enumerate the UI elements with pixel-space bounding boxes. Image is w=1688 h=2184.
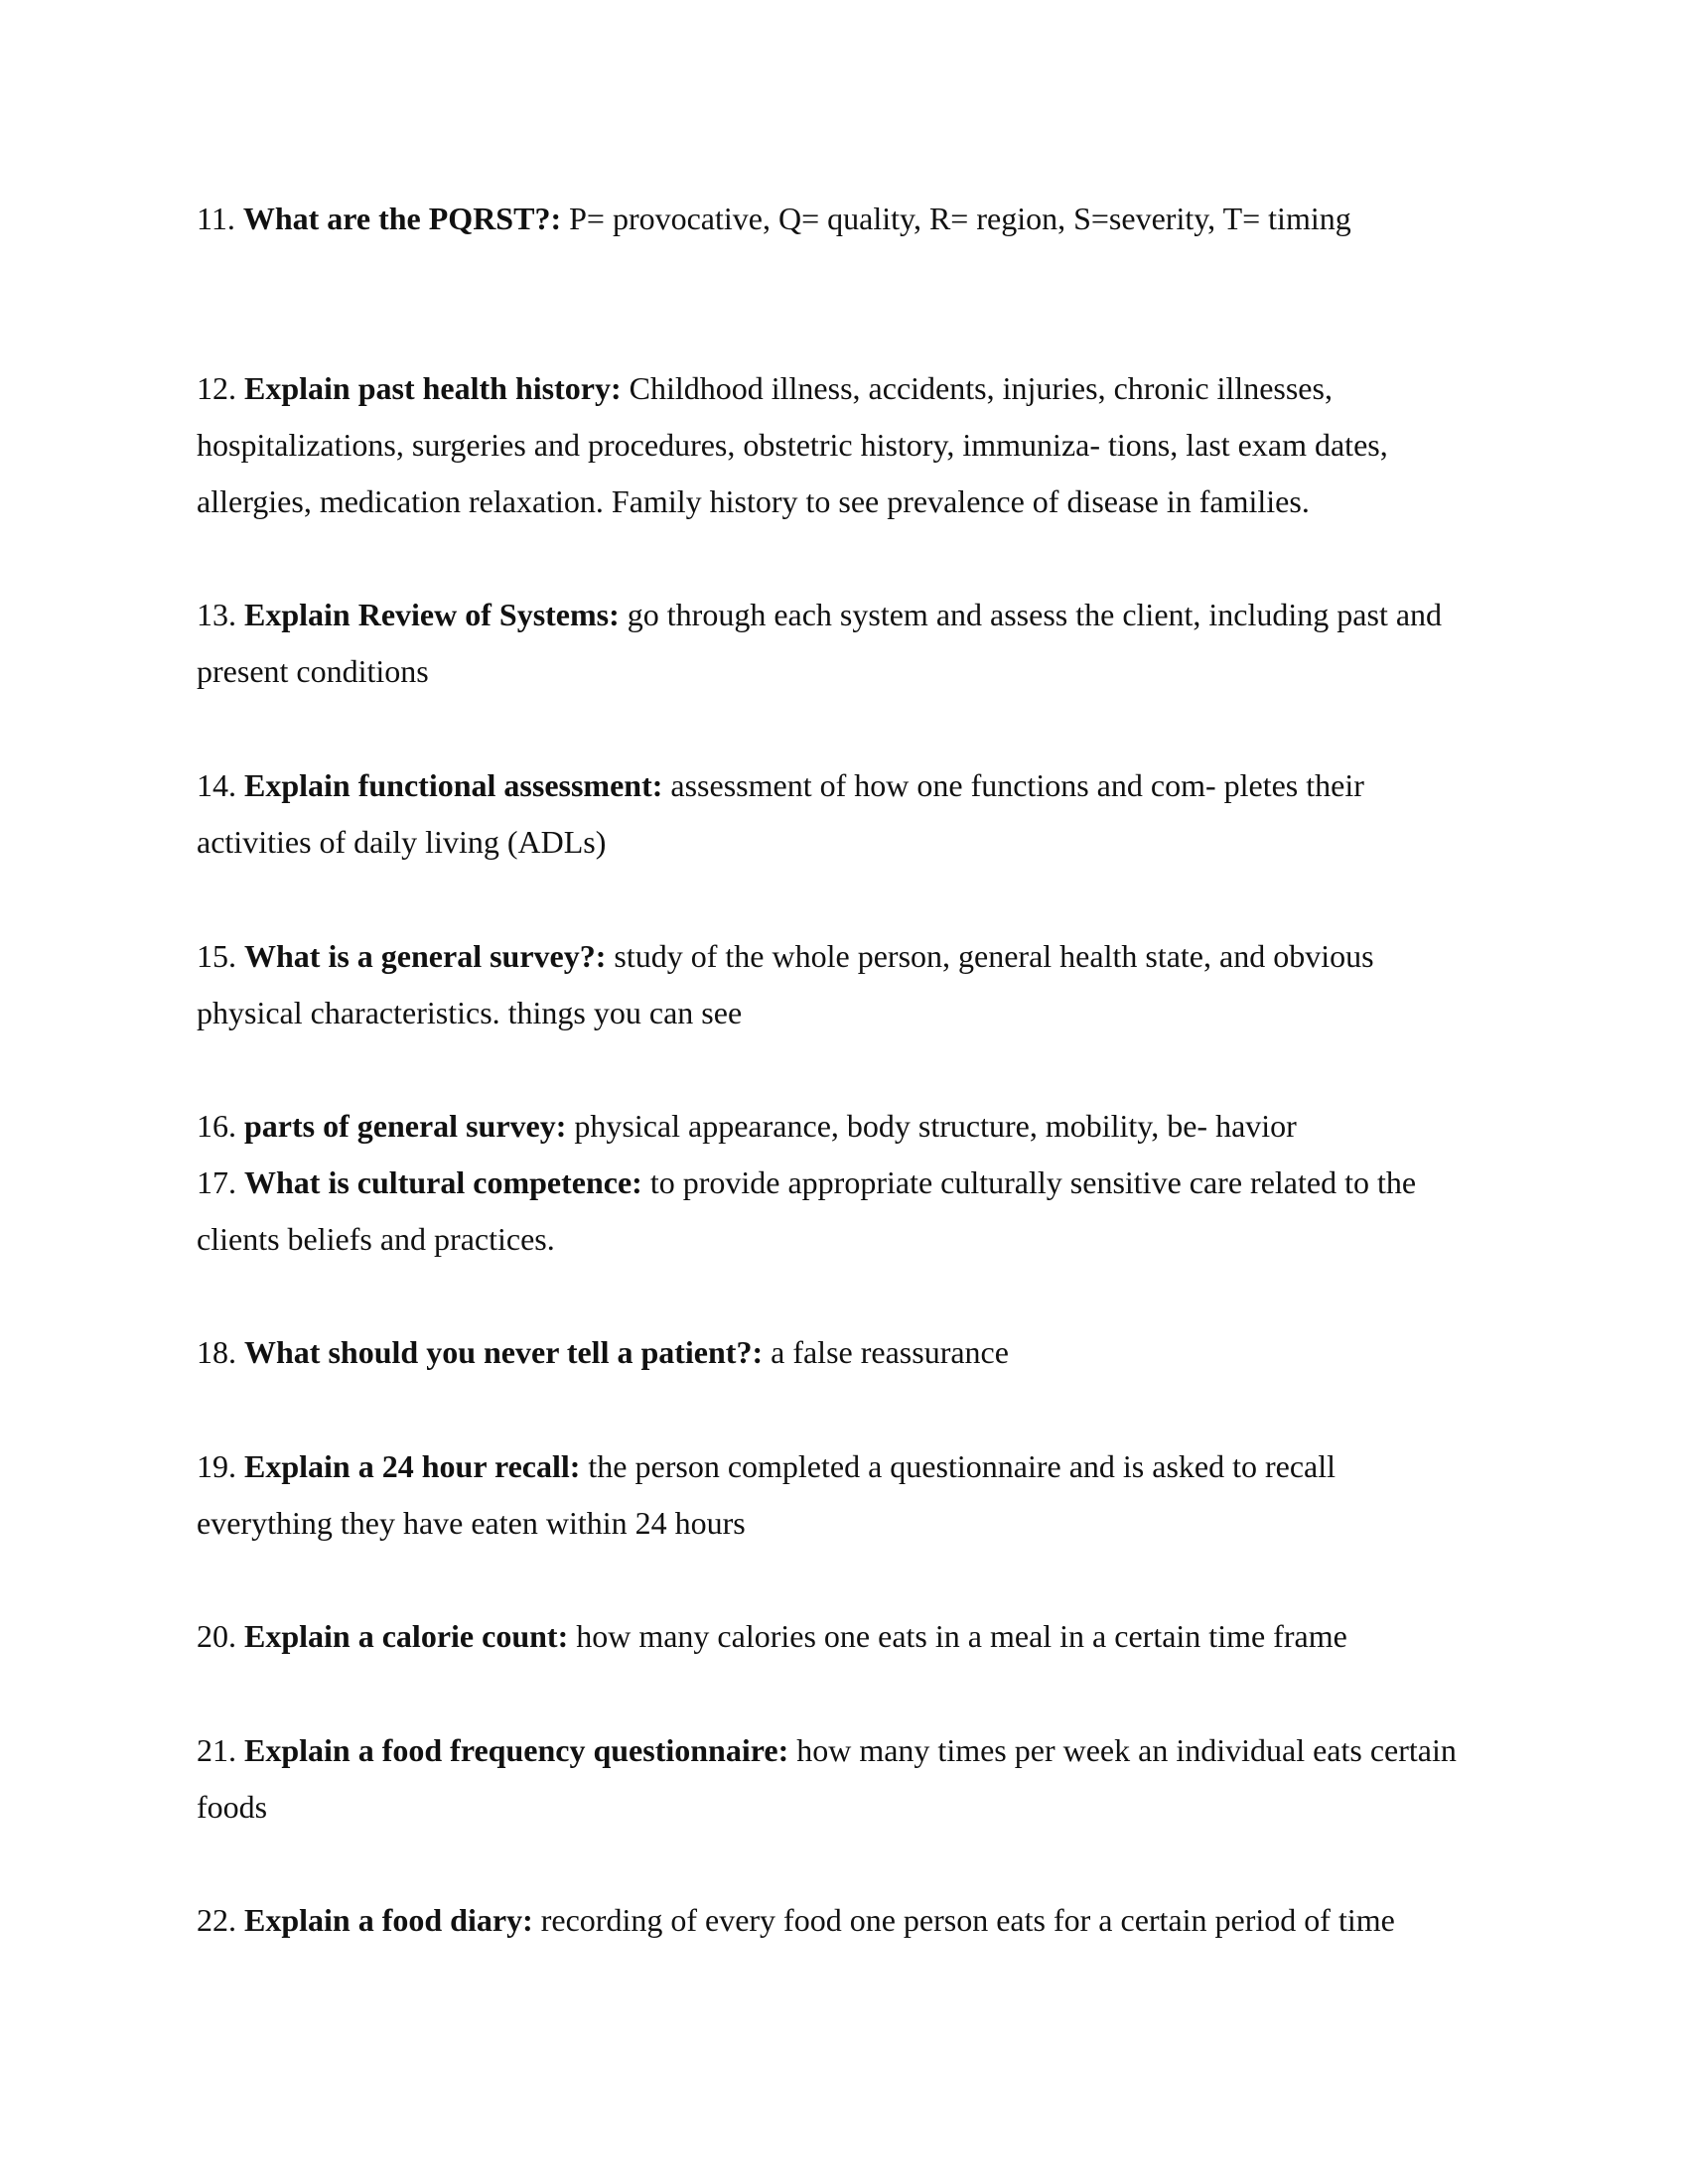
item-answer: recording of every food one person eats for a certain period of time: [540, 1902, 1395, 1938]
item-number: 17.: [197, 1164, 236, 1200]
item-answer: a false reassurance: [771, 1334, 1009, 1370]
qa-item-14: [197, 757, 1468, 871]
item-number: 12.: [197, 370, 236, 406]
item-question: Explain a food frequency questionnaire:: [244, 1732, 789, 1768]
item-question: What is a general survey?:: [244, 938, 607, 974]
item-number: 20.: [197, 1618, 236, 1654]
item-answer: physical appearance, body structure, mobility, be- havior: [574, 1108, 1297, 1144]
item-number: 22.: [197, 1902, 236, 1938]
qa-item-22: [197, 1892, 1468, 1949]
item-answer: how many times per week an individual eats certain foods: [197, 1732, 1457, 1825]
item-question: What are the PQRST?:: [242, 201, 562, 236]
item-answer: study of the whole person, general health state, and obvious physical characteristics. things you can see: [197, 938, 1374, 1030]
item-number: 13.: [197, 597, 236, 632]
item-question: Explain functional assessment:: [244, 767, 663, 803]
qa-item-18: [197, 1324, 1468, 1381]
qa-item-19: [197, 1438, 1468, 1552]
item-question: parts of general survey:: [244, 1108, 567, 1144]
item-question: Explain a calorie count:: [244, 1618, 569, 1654]
item-number: 18.: [197, 1334, 236, 1370]
item-answer: the person completed a questionnaire and is asked to recall everything they have eaten within 24 hours: [197, 1448, 1336, 1541]
qa-item-11: [197, 191, 1468, 247]
item-question: What is cultural competence:: [244, 1164, 642, 1200]
item-question: Explain a 24 hour recall:: [244, 1448, 581, 1484]
item-number: 16.: [197, 1108, 236, 1144]
qa-item-12: [197, 360, 1468, 530]
qa-item-16: [197, 1098, 1468, 1155]
item-answer: how many calories one eats in a meal in a certain time frame: [576, 1618, 1347, 1654]
qa-item-20: [197, 1608, 1468, 1665]
item-number: 15.: [197, 938, 236, 974]
item-number: 21.: [197, 1732, 236, 1768]
qa-item-21: [197, 1722, 1468, 1836]
item-number: 11.: [197, 201, 235, 236]
item-answer: to provide appropriate culturally sensitive care related to the clients beliefs and practices.: [197, 1164, 1417, 1257]
item-answer: go through each system and assess the client, including past and present conditions: [197, 597, 1443, 689]
item-answer: P= provocative, Q= quality, R= region, S=severity, T= timing: [569, 201, 1351, 236]
qa-item-15: [197, 928, 1468, 1041]
item-question: Explain past health history:: [244, 370, 622, 406]
item-number: 14.: [197, 767, 236, 803]
qa-item-13: [197, 587, 1468, 700]
item-question: Explain Review of Systems:: [244, 597, 620, 632]
item-answer: Childhood illness, accidents, injuries, chronic illnesses, hospitalizations, surgeries and procedures, obstetric history, immuniza- tions, last exam dates, allergies, medication relaxation. Family history to see prevalence of disease in families.: [197, 370, 1388, 519]
item-question: Explain a food diary:: [244, 1902, 533, 1938]
item-answer: assessment of how one functions and com- pletes their activities of daily living (ADLs): [197, 767, 1364, 860]
qa-item-17: [197, 1155, 1468, 1268]
item-question: What should you never tell a patient?:: [244, 1334, 764, 1370]
item-number: 19.: [197, 1448, 236, 1484]
